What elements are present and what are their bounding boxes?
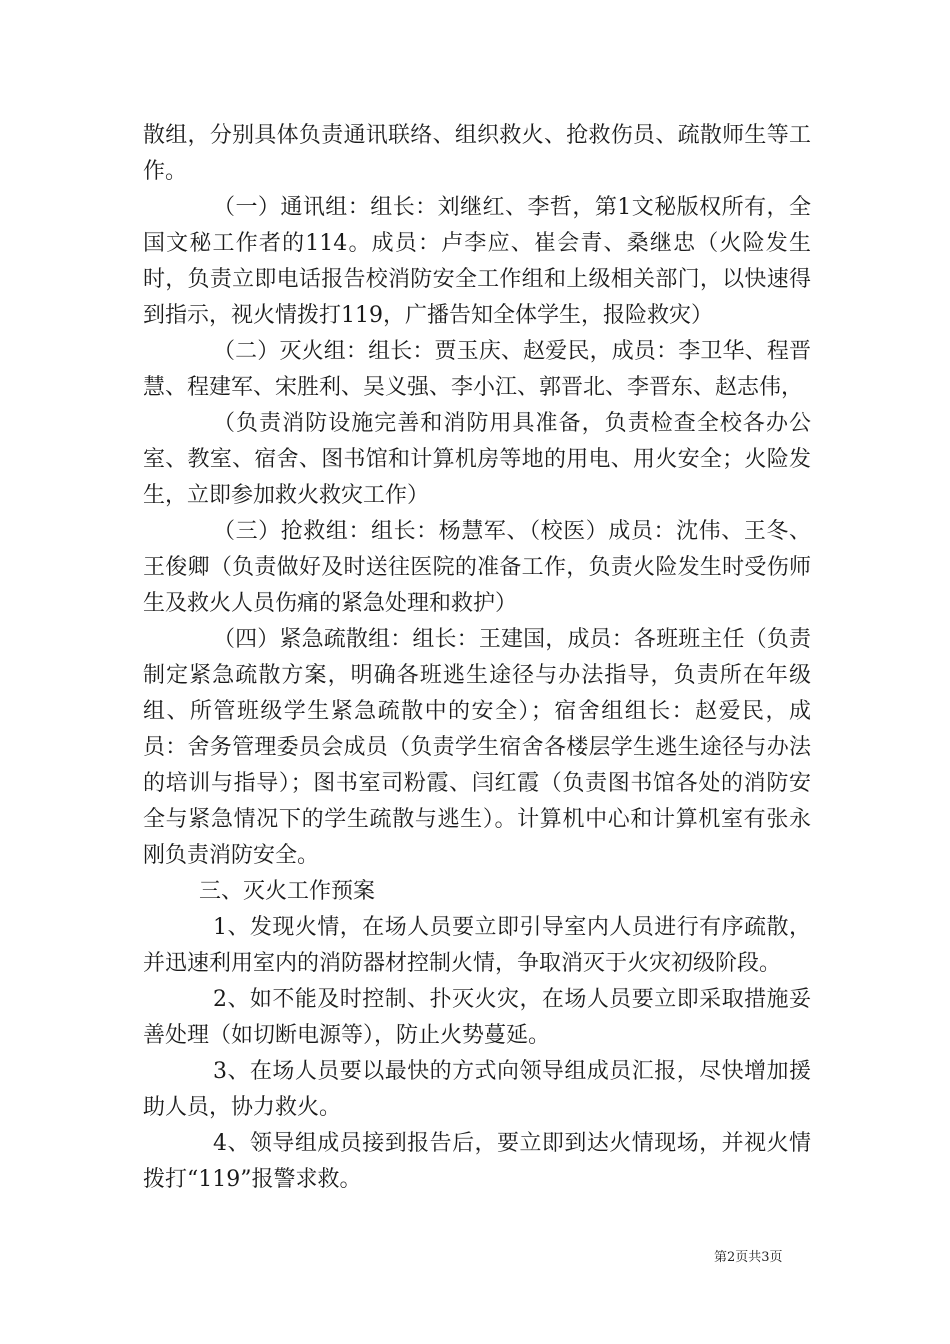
plan-step-1: 1、发现火情，在场人员要立即引导室内人员进行有序疏散，并迅速利用室内的消防器材控制火情，争取消灭于火灾初级阶段。: [143, 915, 811, 976]
paragraph-firefighting-group: （二）灭火组：组长：贾玉庆、赵爱民，成员：李卫华、程晋慧、程建军、宋胜利、吴义强、李小江、郭晋北、李晋东、赵志伟，: [143, 339, 811, 400]
paragraph-evacuation-group: （四）紧急疏散组：组长：王建国，成员：各班班主任（负责制定紧急疏散方案，明确各班逃生途径与办法指导，负责所在年级组、所管班级学生紧急疏散中的安全）；宿舍组组长：赵爱民，成员：舍务管理委员会成员（负责学生宿舍各楼层学生逃生途径与办法的培训与指导）；图书室司粉霞、闫红霞（负责图书馆各处的消防安全与紧急情况下的学生疏散与逃生）。计算机中心和计算机室有张永刚负责消防安全。: [143, 627, 811, 868]
section-heading-firefighting-plan: 三、灭火工作预案: [199, 879, 376, 904]
plan-step-4: 4、领导组成员接到报告后，要立即到达火情现场，并视火情拨打“119”报警求救。: [143, 1131, 811, 1192]
plan-step-3: 3、在场人员要以最快的方式向领导组成员汇报，尽快增加援助人员，协力救火。: [143, 1059, 811, 1120]
document-body: [143, 118, 811, 1198]
paragraph-rescue-group: （三）抢救组：组长：杨慧军、（校医）成员：沈伟、王冬、王俊卿（负责做好及时送往医院的准备工作，负责火险发生时受伤师生及救火人员伤痛的紧急处理和救护）: [143, 519, 811, 616]
page-number-footer: 第2页共3页: [714, 1250, 783, 1265]
plan-step-2: 2、如不能及时控制、扑灭火灾，在场人员要立即采取措施妥善处理（如切断电源等），防止火势蔓延。: [143, 987, 811, 1048]
paragraph-continuation: 散组，分别具体负责通讯联络、组织救火、抢救伤员、疏散师生等工作。: [143, 123, 811, 184]
paragraph-firefighting-duties: （负责消防设施完善和消防用具准备，负责检查全校各办公室、教室、宿舍、图书馆和计算机房等地的用电、用火安全；火险发生，立即参加救火救灾工作）: [143, 411, 811, 508]
paragraph-communication-group: （一）通讯组：组长：刘继红、李哲，第1文秘版权所有，全国文秘工作者的114。成员：卢李应、崔会青、桑继忠（火险发生时，负责立即电话报告校消防安全工作组和上级相关部门，以快速得到指示，视火情拨打119，广播告知全体学生，报险救灾）: [143, 195, 811, 328]
